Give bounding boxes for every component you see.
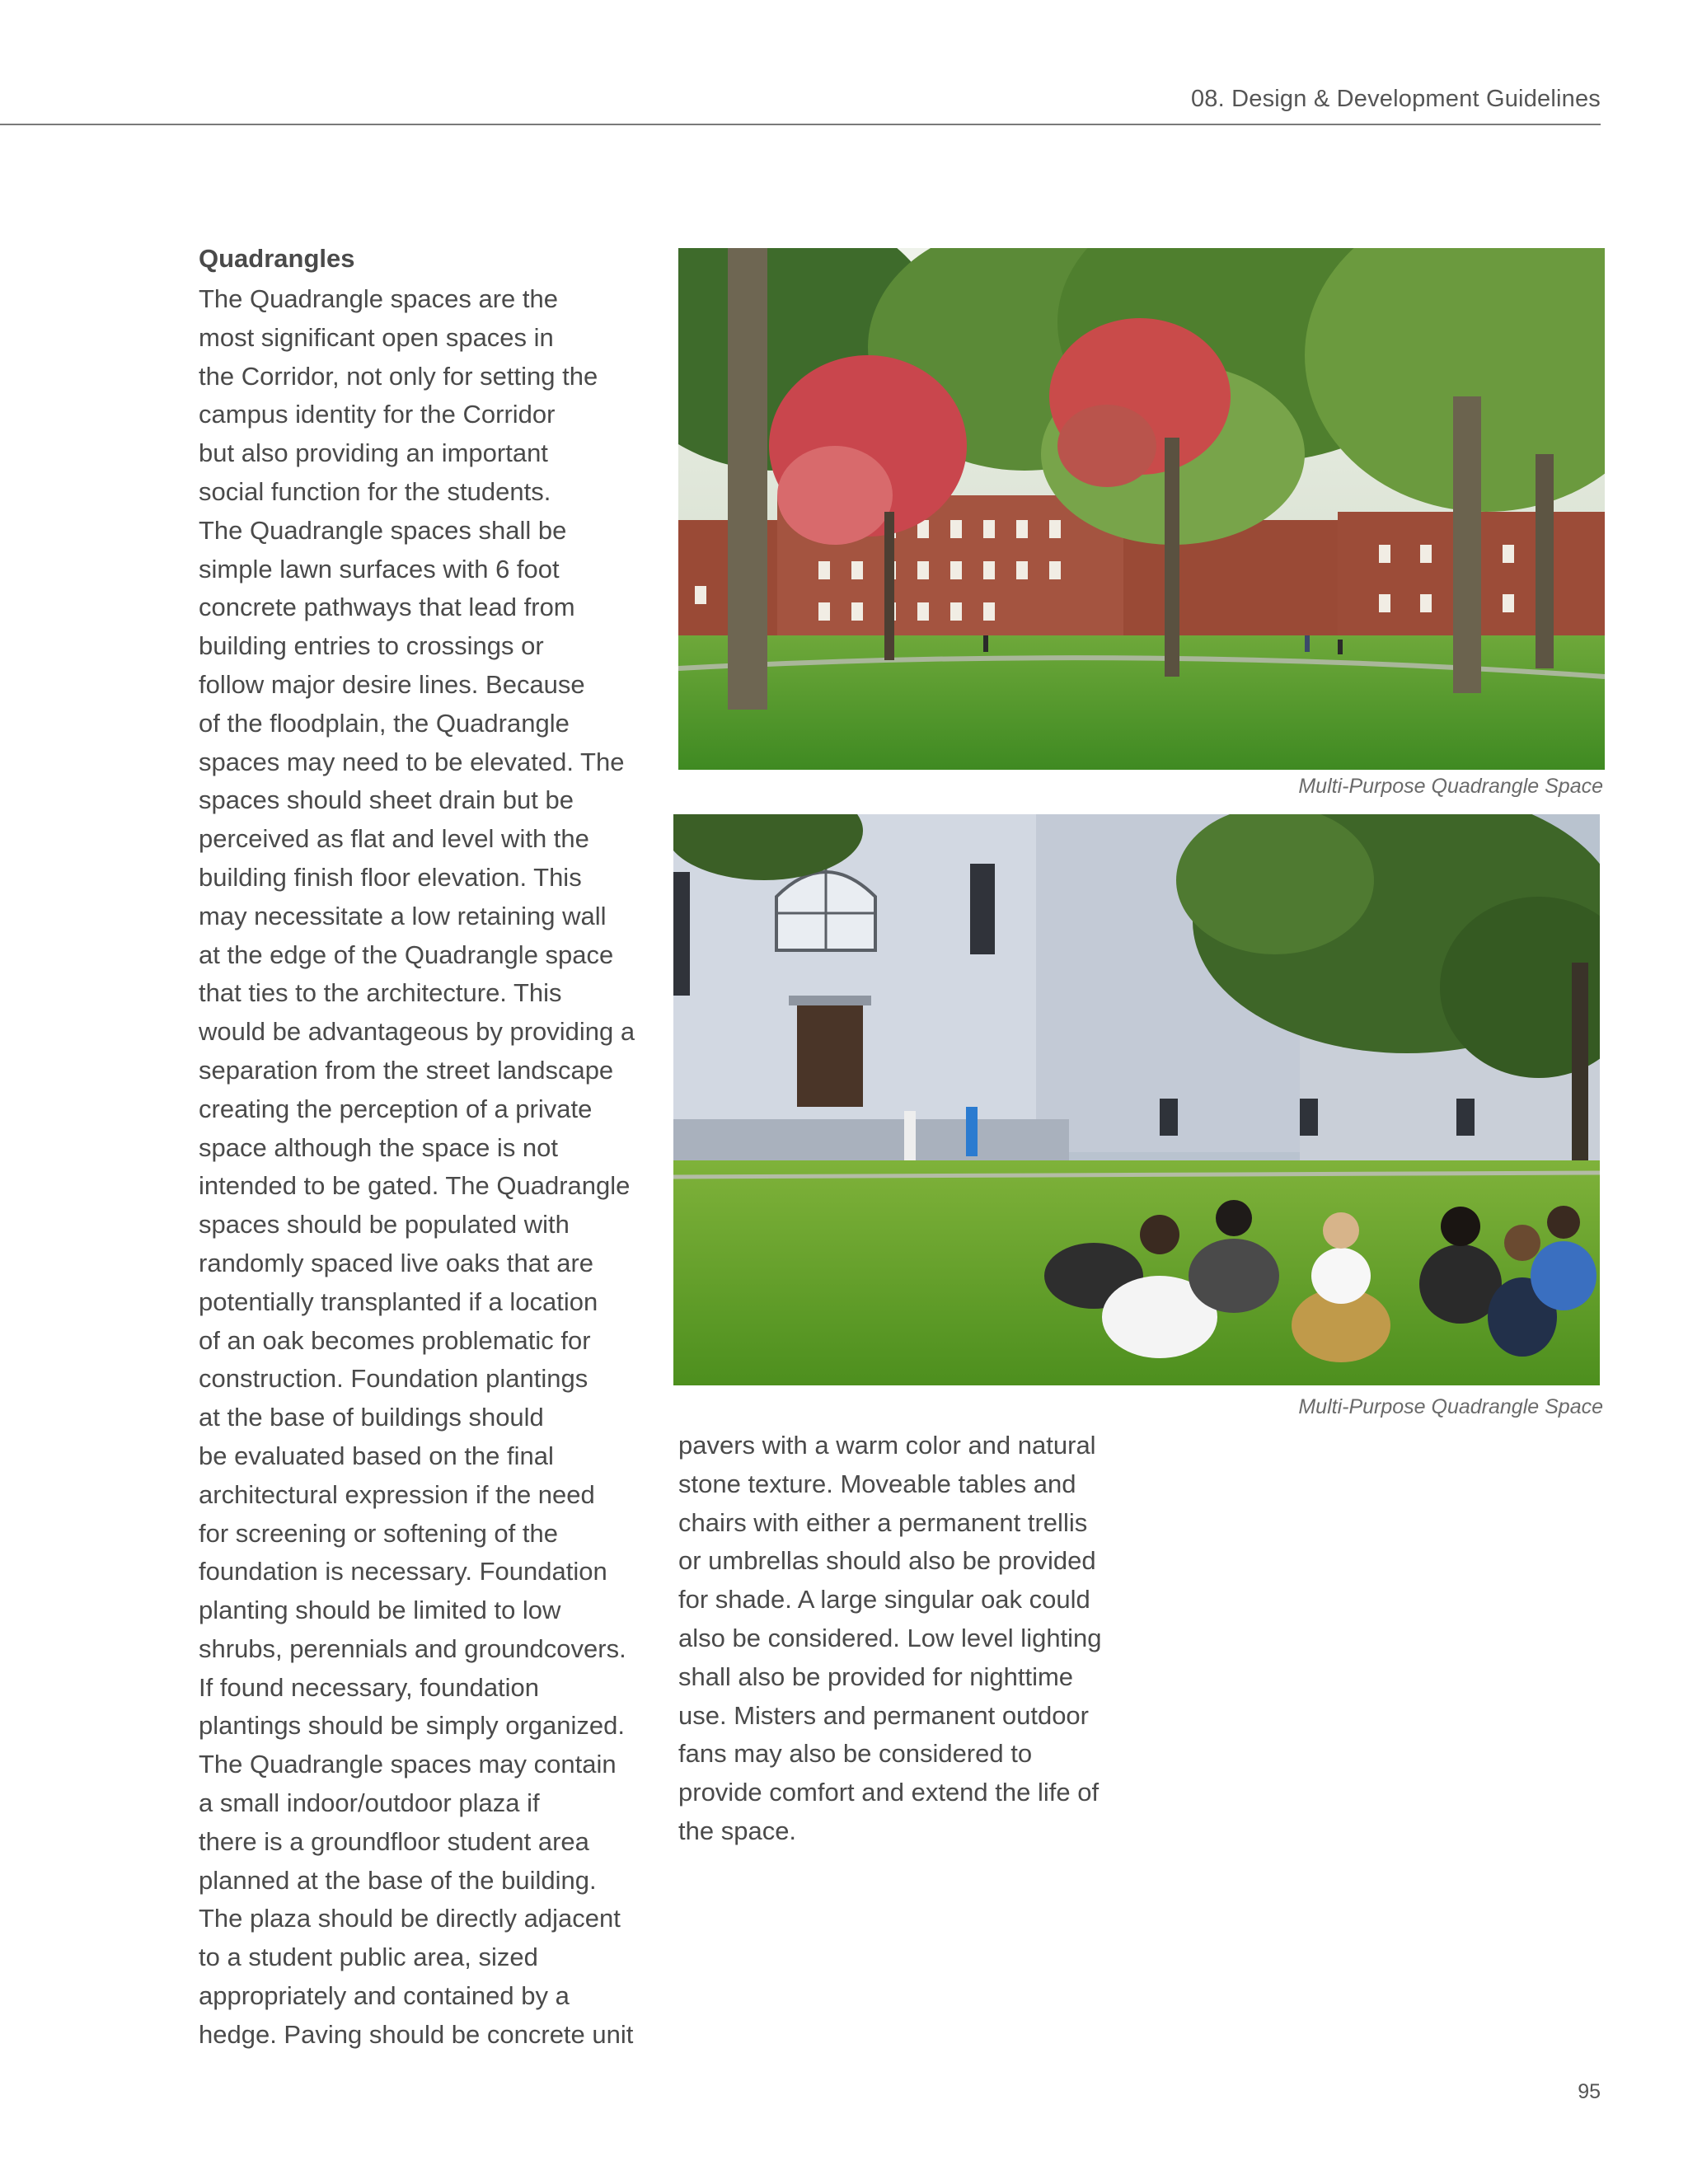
text-line: appropriately and contained by a [199, 1981, 570, 2011]
text-line: use. Misters and permanent outdoor [678, 1700, 1089, 1730]
text-line: there is a groundfloor student area [199, 1826, 589, 1856]
figure-caption: Multi-Purpose Quadrangle Space [1298, 1395, 1603, 1418]
text-line: The Quadrangle spaces may contain [199, 1750, 617, 1779]
text-line: most significant open spaces in [199, 322, 554, 352]
text-line: spaces should be populated with [199, 1210, 570, 1240]
text-line: spaces should sheet drain but be [199, 785, 574, 815]
text-line: of the floodplain, the Quadrangle [199, 708, 570, 738]
running-header-title: 08. Design & Development Guidelines [1190, 86, 1601, 112]
text-line: The Quadrangle spaces shall be [199, 515, 567, 545]
text-line: provide comfort and extend the life of [678, 1778, 1100, 1807]
right-body-text [678, 1427, 1140, 1851]
text-line: of an oak becomes problematic for [199, 1325, 591, 1355]
section-heading: Quadrangles [199, 244, 355, 273]
text-line: stone texture. Moveable tables and [678, 1469, 1076, 1498]
text-line: also be considered. Low level lighting [678, 1623, 1102, 1652]
text-line: building finish floor elevation. This [199, 862, 582, 892]
text-line: The Quadrangle spaces are the [199, 284, 558, 313]
text-line: intended to be gated. The Quadrangle [199, 1171, 631, 1201]
text-line: social function for the students. [199, 476, 551, 506]
students-on-lawn-photo [673, 814, 1600, 1385]
text-line: shrubs, perennials and groundcovers. [199, 1633, 626, 1663]
text-line: potentially transplanted if a location [199, 1286, 598, 1316]
text-line: hedge. Paving should be concrete unit [199, 2019, 634, 2049]
text-line: construction. Foundation plantings [199, 1364, 588, 1394]
text-line: but also providing an important [199, 438, 548, 468]
text-line: building entries to crossings or [199, 631, 544, 661]
text-line: foundation is necessary. Foundation [199, 1557, 607, 1586]
text-line: spaces may need to be elevated. The [199, 747, 625, 776]
text-line: or umbrellas should also be provided [678, 1546, 1096, 1576]
text-line: architectural expression if the need [199, 1479, 595, 1509]
text-line: creating the perception of a private [199, 1094, 593, 1123]
right-text-column [678, 1427, 1140, 1851]
text-line: perceived as flat and level with the [199, 824, 589, 854]
left-body-text [199, 280, 656, 2055]
text-line: space although the space is not [199, 1132, 559, 1162]
text-line: for screening or softening of the [199, 1518, 558, 1548]
text-line: at the edge of the Quadrangle space [199, 940, 614, 969]
left-text-column [199, 242, 656, 2055]
text-line: chairs with either a permanent trellis [678, 1507, 1088, 1537]
text-line: simple lawn surfaces with 6 foot [199, 554, 560, 583]
text-line: pavers with a warm color and natural [678, 1431, 1096, 1460]
text-line: planned at the base of the building. [199, 1865, 597, 1895]
text-line: follow major desire lines. Because [199, 669, 585, 699]
header-divider [0, 124, 1601, 125]
text-line: the space. [678, 1816, 797, 1845]
text-line: would be advantageous by providing a [199, 1017, 635, 1047]
text-line: may necessitate a low retaining wall [199, 901, 607, 930]
text-line: planting should be limited to low [199, 1596, 561, 1625]
text-line: that ties to the architecture. This [199, 978, 562, 1008]
figure-caption: Multi-Purpose Quadrangle Space [1298, 775, 1603, 798]
text-line: shall also be provided for nighttime [678, 1661, 1074, 1691]
text-line: If found necessary, foundation [199, 1672, 540, 1702]
text-line: campus identity for the Corridor [199, 400, 556, 429]
quadrangle-trees-photo [678, 248, 1605, 770]
text-line: separation from the street landscape [199, 1055, 614, 1085]
text-line: for shade. A large singular oak could [678, 1585, 1090, 1615]
text-line: plantings should be simply organized. [199, 1711, 625, 1741]
text-line: at the base of buildings should [199, 1403, 544, 1432]
text-line: the Corridor, not only for setting the [199, 361, 598, 391]
text-line: concrete pathways that lead from [199, 593, 575, 622]
text-line: be evaluated based on the final [199, 1441, 554, 1470]
text-line: fans may also be considered to [678, 1739, 1033, 1769]
page-number: 95 [1578, 2080, 1601, 2103]
text-line: The plaza should be directly adjacent [199, 1904, 621, 1933]
text-line: randomly spaced live oaks that are [199, 1248, 594, 1277]
text-line: to a student public area, sized [199, 1943, 538, 1972]
text-line: a small indoor/outdoor plaza if [199, 1788, 540, 1818]
